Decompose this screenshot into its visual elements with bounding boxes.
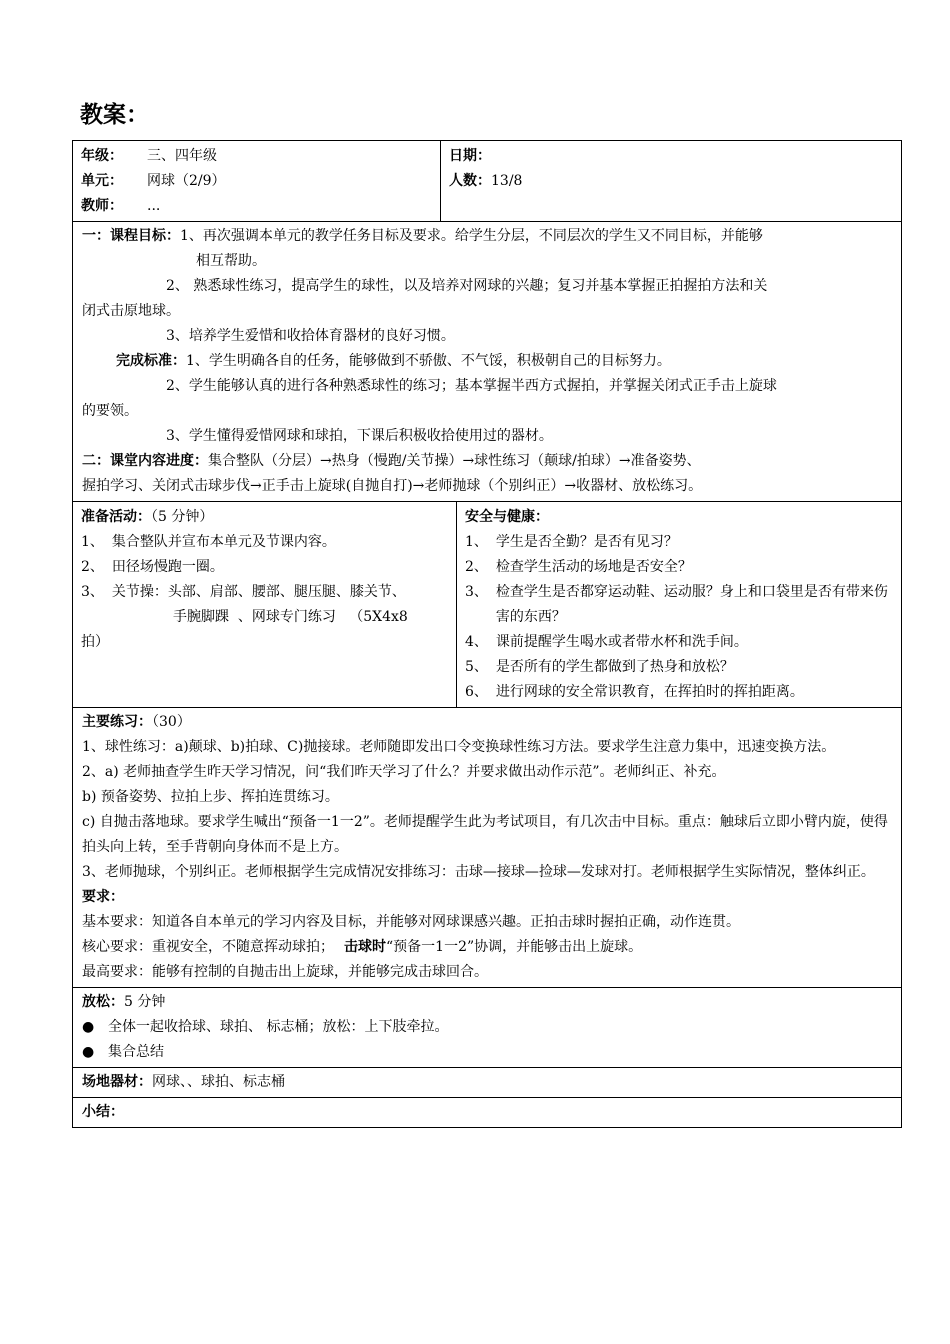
grade-value: 三、四年级 <box>147 148 217 164</box>
prep-item-num: 1、 <box>81 534 104 550</box>
header-left <box>73 141 441 221</box>
safety-section <box>457 502 901 707</box>
prep-item <box>81 530 448 555</box>
safety-item <box>465 680 893 705</box>
requirement-top: 最高要求：能够有控制的自抛击出上旋球，并能够完成击球回合。 <box>82 964 488 980</box>
cooldown-header <box>82 990 893 1015</box>
cooldown-section <box>73 987 901 1067</box>
standard-3: 3、学生懂得爱惜网球和球拍，下课后积极收拾使用过的器材。 <box>166 428 553 444</box>
prep-item <box>81 580 448 605</box>
safety-item <box>465 630 893 655</box>
requirement-core-b: 击球时 <box>344 939 386 955</box>
requirement-core <box>82 935 893 960</box>
safety-item <box>465 530 893 555</box>
safety-item <box>465 655 893 680</box>
grade-label: 年级： <box>81 148 123 164</box>
main-duration: （30） <box>152 714 191 730</box>
requirement-core-a: 核心要求：重视安全，不随意挥动球拍； <box>82 939 334 955</box>
header-row <box>73 141 901 221</box>
main-paragraph: c) 自抛击落地球。要求学生喊出“预备一1一2”。老师提醒学生此为考试项目，有几次击中目标。重点：触球后立即小臂内旋，使得拍头向上转，至手背朝向身体而不是上方。 <box>82 814 888 855</box>
requirements-heading: 要求： <box>82 889 124 905</box>
main-paragraph: 2、a) 老师抽查学生昨天学习情况，问“我们昨天学习了什么？并要求做出动作示范”。老师纠正、补充。 <box>82 764 726 780</box>
cooldown-item <box>82 1040 893 1065</box>
goal-2-cont: 闭式击原地球。 <box>82 303 180 319</box>
prep-item-text: 田径场慢跑一圈。 <box>111 559 224 575</box>
grade-field <box>81 144 432 169</box>
goal-1-text: 1、再次强调本单元的教学任务目标及要求。给学生分层，不同层次的学生又不同目标，并能够 <box>180 228 763 244</box>
requirement-core-c: “预备一1一2”协调，并能够击出上旋球。 <box>386 939 643 955</box>
teacher-field <box>81 194 432 219</box>
cooldown-item-text: 全体一起收拾球、球拍、 标志桶；放松：上下肢牵拉。 <box>108 1019 449 1035</box>
prep-item-text: 关节操：头部、肩部、腰部、腿压腿、膝关节、 <box>111 584 406 600</box>
goal-1-cont: 相互帮助。 <box>196 253 266 269</box>
bullet-icon: ● <box>82 1019 95 1035</box>
main-practice-section <box>73 707 901 987</box>
prep-item-3-tail: 拍） <box>81 634 109 650</box>
main-paragraph: 1、球性练习：a)颠球、b)拍球、C)抛接球。老师随即发出口令变换球性练习方法。要求学生注意力集中，迅速变换方法。 <box>82 739 836 755</box>
prep-item <box>81 555 448 580</box>
cooldown-heading: 放松： <box>82 994 124 1010</box>
teacher-value: ... <box>147 198 161 214</box>
safety-item-num: 3、 <box>465 584 488 600</box>
progress <box>82 449 893 474</box>
summary-heading: 小结： <box>82 1104 124 1120</box>
unit-label: 单元： <box>81 173 123 189</box>
goals-heading: 一：课程目标： <box>82 228 180 244</box>
count-value: 13/8 <box>491 173 523 189</box>
progress-text: 集合整队（分层）→热身（慢跑/关节操）→球性练习（颠球/拍球）→准备姿势、 <box>208 453 701 469</box>
cooldown-item <box>82 1015 893 1040</box>
goals-section <box>73 221 901 501</box>
safety-item-text: 检查学生活动的场地是否安全？ <box>495 559 692 575</box>
safety-item-num: 2、 <box>465 559 488 575</box>
progress-heading: 二：课堂内容进度： <box>82 453 208 469</box>
lesson-plan-table <box>72 140 902 1128</box>
count-label: 人数： <box>449 173 491 189</box>
unit-field <box>81 169 432 194</box>
equipment-value: 网球、、球拍、标志桶 <box>152 1074 285 1090</box>
main-heading: 主要练习： <box>82 714 152 730</box>
page-title: 教案： <box>80 102 149 128</box>
prep-safety-row <box>73 501 901 707</box>
count-field <box>449 169 893 194</box>
safety-item <box>465 580 893 630</box>
requirement-basic: 基本要求：知道各自本单元的学习内容及目标，并能够对网球课感兴趣。正拍击球时握拍正确，动作连贯。 <box>82 914 740 930</box>
equipment-section <box>73 1067 901 1097</box>
goal-2: 2、 熟悉球性练习，提高学生的球性，以及培养对网球的兴趣；复习并基本掌握正拍握拍方法和关 <box>166 278 768 294</box>
header-right <box>441 141 901 221</box>
main-paragraph: b) 预备姿势、拉拍上步、挥拍连贯练习。 <box>82 789 339 805</box>
safety-item <box>465 555 893 580</box>
prep-item-num: 3、 <box>81 584 104 600</box>
standard-1 <box>82 349 893 374</box>
unit-value: 网球（2/9） <box>147 173 226 189</box>
safety-item-num: 4、 <box>465 634 488 650</box>
cooldown-duration: 5 分钟 <box>124 994 166 1010</box>
safety-item-num: 6、 <box>465 684 488 700</box>
teacher-label: 教师： <box>81 198 123 214</box>
standard-1-text: 1、学生明确各自的任务，能够做到不骄傲、不气馁，积极朝自己的目标努力。 <box>186 353 671 369</box>
safety-heading: 安全与健康： <box>465 509 549 525</box>
standard-2: 2、学生能够认真的进行各种熟悉球性的练习；基本掌握半西方式握拍，并掌握关闭式正手击上旋球 <box>166 378 777 394</box>
safety-item-text: 检查学生是否都穿运动鞋、运动服？身上和口袋里是否有带来伤害的东西？ <box>495 584 888 625</box>
prep-duration: （5 分钟） <box>151 509 214 525</box>
safety-item-num: 1、 <box>465 534 488 550</box>
safety-item-text: 学生是否全勤？是否有见习？ <box>495 534 678 550</box>
goal-1 <box>82 224 893 249</box>
cooldown-item-text: 集合总结 <box>108 1044 164 1060</box>
prep-item-3-cont: 手腕脚踝 、网球专门练习 （5X4x8 <box>173 609 408 625</box>
date-label: 日期： <box>449 148 491 164</box>
safety-item-text: 是否所有的学生都做到了热身和放松？ <box>495 659 734 675</box>
safety-item-text: 进行网球的安全常识教育，在挥拍时的挥拍距离。 <box>495 684 804 700</box>
equipment-heading: 场地器材： <box>82 1074 152 1090</box>
prep-heading: 准备活动： <box>81 509 151 525</box>
prep-section <box>73 502 457 707</box>
main-paragraph: 3、老师抛球，个别纠正。老师根据学生完成情况安排练习：击球—接球—捡球—发球对打。老师根据学生实际情况，整体纠正。 <box>82 864 875 880</box>
main-header <box>82 710 893 735</box>
standard-2-cont: 的要领。 <box>82 403 138 419</box>
standard-heading: 完成标准： <box>116 353 186 369</box>
safety-item-num: 5、 <box>465 659 488 675</box>
progress-cont: 握拍学习、关闭式击球步伐→正手击上旋球(自抛自打)→老师抛球（个别纠正）→收器材、放松练习。 <box>82 478 703 494</box>
bullet-icon: ● <box>82 1044 95 1060</box>
prep-item-text: 集合整队并宣布本单元及节课内容。 <box>111 534 336 550</box>
prep-item-num: 2、 <box>81 559 104 575</box>
goal-3: 3、培养学生爱惜和收拾体育器材的良好习惯。 <box>166 328 455 344</box>
date-field <box>449 144 893 169</box>
prep-header <box>81 505 448 530</box>
safety-item-text: 课前提醒学生喝水或者带水杯和洗手间。 <box>495 634 748 650</box>
summary-section <box>73 1097 901 1127</box>
